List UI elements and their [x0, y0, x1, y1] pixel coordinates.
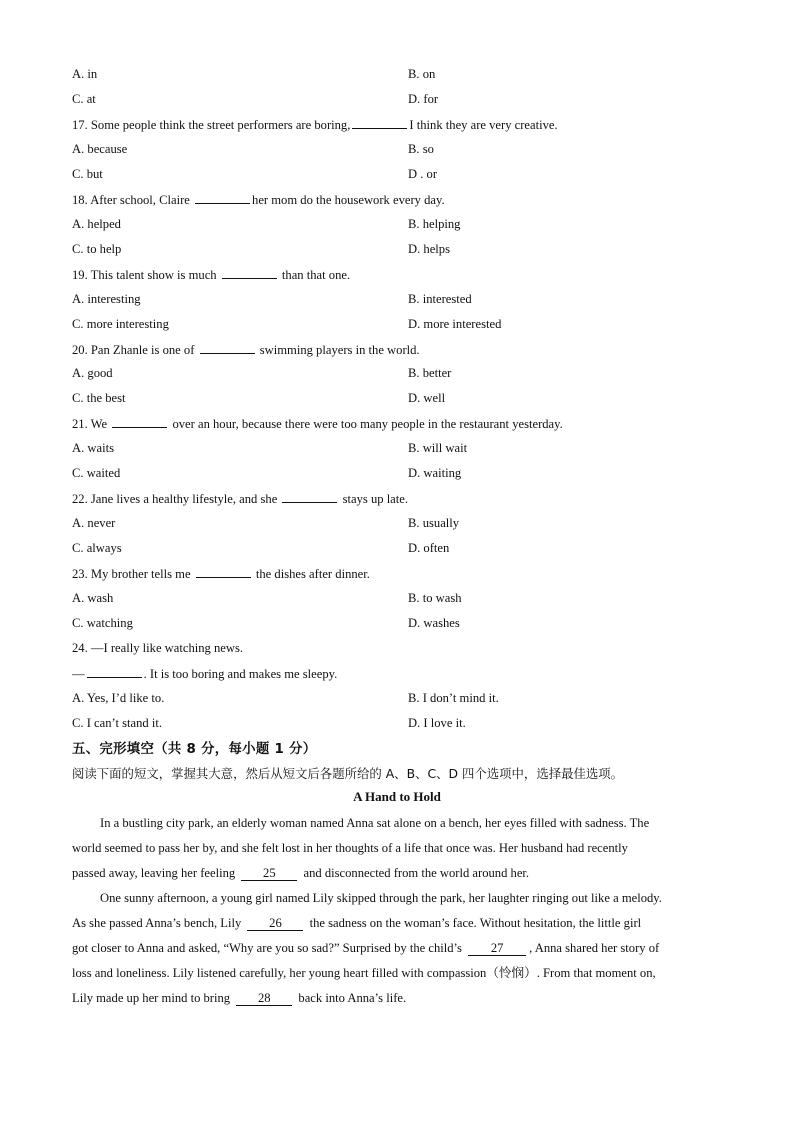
passage-text: , Anna shared her story of [529, 941, 660, 955]
passage-p2-line5 [72, 990, 406, 1006]
q19-option-d: D. more interested [408, 317, 502, 331]
q21-option-d: D. waiting [408, 466, 462, 480]
q20-stem-after: swimming players in the world. [259, 343, 420, 357]
q24-option-d: D. I love it. [408, 716, 466, 730]
q22-answer-blank [282, 490, 337, 503]
q18-option-d: D. helps [408, 242, 450, 256]
q24-option-b: B. I don’t mind it. [408, 691, 499, 705]
q17-stem-after: I think they are very creative. [409, 118, 558, 132]
section-instruction: 阅读下面的短文，掌握其大意，然后从短文后各题所给的 A、B、C、D 四个选项中，选择最佳选项。 [72, 766, 624, 781]
q18-option-b: B. helping [408, 217, 461, 231]
q23-stem [72, 565, 370, 582]
q23-option-a: A. wash [72, 591, 114, 605]
q19-option-c: C. more interesting [72, 317, 169, 331]
passage-p2-line3 [72, 940, 659, 956]
q21-stem [72, 415, 563, 432]
q20-answer-blank [200, 341, 255, 354]
passage-text: the sadness on the woman’s face. Without hesitation, the little girl [309, 916, 642, 930]
q17-stem [72, 116, 558, 133]
cloze-blank-25: 25 [241, 866, 297, 881]
q19-option-b: B. interested [408, 292, 472, 306]
q21-option-b: B. will wait [408, 441, 468, 455]
q18-stem [72, 191, 445, 208]
q22-option-b: B. usually [408, 516, 460, 530]
q23-option-b: B. to wash [408, 591, 462, 605]
q21-stem-before: 21. We [72, 417, 108, 431]
passage-p1-line2: world seemed to pass her by, and she felt lost in her thoughts of a life that once was. Her husband had recently [72, 841, 628, 855]
q23-stem-before: 23. My brother tells me [72, 567, 191, 581]
q22-stem [72, 490, 408, 507]
q20-option-b: B. better [408, 366, 452, 380]
q24-reply-dash: — [72, 667, 85, 681]
passage-p2-line4: loss and loneliness. Lily listened carefully, her young heart filled with compassion（怜悯）. From that moment on, [72, 966, 656, 980]
passage-p2-line1: One sunny afternoon, a young girl named Lily skipped through the park, her laughter ringing out like a melody. [100, 891, 662, 905]
q16-option-b: B. on [408, 67, 436, 81]
section-heading: 五、完形填空（共 8 分，每小题 1 分） [72, 742, 317, 757]
passage-text: and disconnected from the world around her. [303, 866, 530, 880]
q18-stem-after: her mom do the housework every day. [252, 193, 445, 207]
q23-option-d: D. washes [408, 616, 460, 630]
passage-text: passed away, leaving her feeling [72, 866, 236, 880]
passage-text: As she passed Anna’s bench, Lily [72, 916, 242, 930]
q18-stem-before: 18. After school, Claire [72, 193, 190, 207]
q22-stem-before: 22. Jane lives a healthy lifestyle, and she [72, 492, 278, 506]
q24-reply-after: . It is too boring and makes me sleepy. [143, 667, 338, 681]
q18-answer-blank [195, 191, 250, 204]
q22-stem-after: stays up late. [342, 492, 409, 506]
q19-stem [72, 266, 350, 283]
q24-answer-blank [87, 665, 142, 678]
q20-option-d: D. well [408, 391, 446, 405]
q21-option-c: C. waited [72, 466, 121, 480]
q23-stem-after: the dishes after dinner. [255, 567, 370, 581]
cloze-blank-27: 27 [468, 941, 526, 956]
q22-option-d: D. often [408, 541, 450, 555]
q20-option-a: A. good [72, 366, 113, 380]
q24-stem: 24. —I really like watching news. [72, 641, 244, 655]
q21-stem-after: over an hour, because there were too many people in the restaurant yesterday. [172, 417, 563, 431]
q17-option-c: C. but [72, 167, 103, 181]
q19-answer-blank [222, 266, 277, 279]
q21-option-a: A. waits [72, 441, 114, 455]
q16-option-a: A. in [72, 67, 98, 81]
q19-stem-before: 19. This talent show is much [72, 268, 217, 282]
q18-option-a: A. helped [72, 217, 121, 231]
q16-option-c: C. at [72, 92, 96, 106]
q24-reply [72, 665, 337, 682]
passage-p1-line3 [72, 865, 529, 881]
q21-answer-blank [112, 415, 167, 428]
q17-answer-blank [352, 116, 407, 129]
q17-option-b: B. so [408, 142, 434, 156]
passage-title: A Hand to Hold [353, 789, 441, 804]
q16-option-d: D. for [408, 92, 439, 106]
passage-text: back into Anna’s life. [298, 991, 407, 1005]
q19-option-a: A. interesting [72, 292, 141, 306]
q23-option-c: C. watching [72, 616, 133, 630]
cloze-blank-28: 28 [236, 991, 292, 1006]
q24-option-c: C. I can’t stand it. [72, 716, 163, 730]
q17-option-a: A. because [72, 142, 128, 156]
q20-option-c: C. the best [72, 391, 126, 405]
passage-text: got closer to Anna and asked, “Why are you so sad?” Surprised by the child’s [72, 941, 462, 955]
passage-text: Lily made up her mind to bring [72, 991, 231, 1005]
q24-option-a: A. Yes, I’d like to. [72, 691, 165, 705]
q23-answer-blank [196, 565, 251, 578]
cloze-blank-26: 26 [247, 916, 303, 931]
q20-stem-before: 20. Pan Zhanle is one of [72, 343, 195, 357]
passage-p2-line2 [72, 915, 641, 931]
q20-stem [72, 341, 420, 358]
q22-option-a: A. never [72, 516, 116, 530]
q22-option-c: C. always [72, 541, 122, 555]
q18-option-c: C. to help [72, 242, 122, 256]
q17-option-d: D . or [408, 167, 438, 181]
q19-stem-after: than that one. [281, 268, 351, 282]
q17-stem-before: 17. Some people think the street performers are boring, [72, 118, 351, 132]
passage-p1-line1: In a bustling city park, an elderly woman named Anna sat alone on a bench, her eyes filled with sadness. The [100, 816, 650, 830]
